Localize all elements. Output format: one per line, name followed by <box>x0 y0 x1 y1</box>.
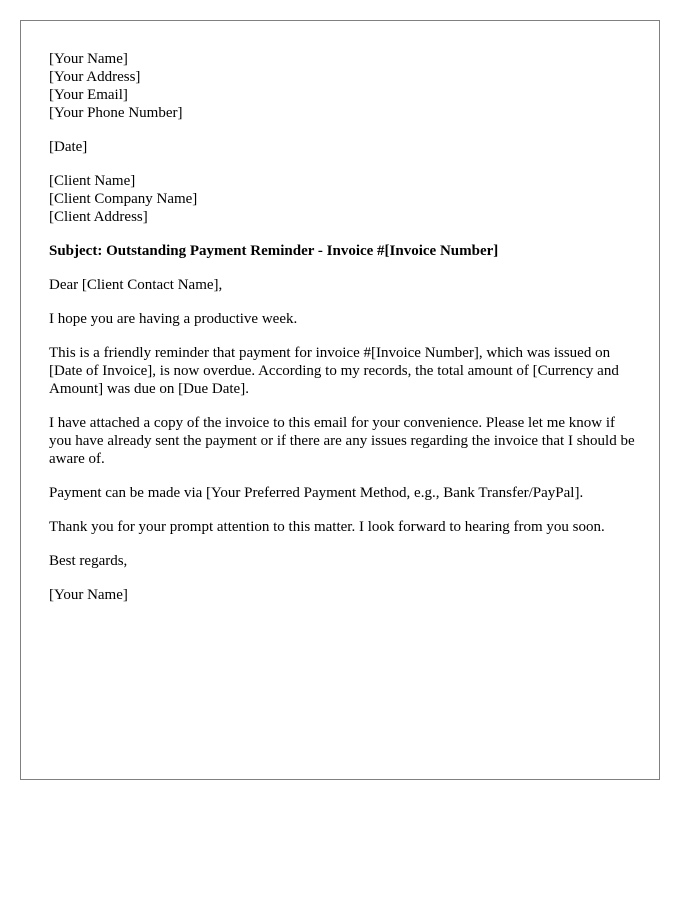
body-paragraph-4: Payment can be made via [Your Preferred Payment Method, e.g., Bank Transfer/PayPal]. <box>49 485 584 501</box>
body-paragraph-5: Thank you for your prompt attention to this matter. I look forward to hearing from you soon. <box>49 519 605 535</box>
subject-line: Subject: Outstanding Payment Reminder - Invoice #[Invoice Number] <box>49 243 499 259</box>
body-paragraph-2: This is a friendly reminder that payment for invoice #[Invoice Number], which was issued on [Date of Invoice], is now overdue. According to my records, the total amount of [Currency and Amount] was due on [Due Date]. <box>49 345 619 397</box>
salutation: Dear [Client Contact Name], <box>49 277 223 293</box>
letter-date: [Date] <box>49 139 88 155</box>
recipient-address: [Client Address] <box>49 209 148 225</box>
recipient-company: [Client Company Name] <box>49 191 198 207</box>
sender-phone: [Your Phone Number] <box>49 105 183 121</box>
body-paragraph-3: I have attached a copy of the invoice to this email for your convenience. Please let me know if you have already sent the payment or if there are any issues regarding the invoice that I should be aware of. <box>49 415 635 467</box>
sender-name: [Your Name] <box>49 51 128 67</box>
recipient-block <box>49 172 639 226</box>
signature: [Your Name] <box>49 587 128 603</box>
closing: Best regards, <box>49 553 128 569</box>
letter-page <box>20 20 660 780</box>
body-paragraph-1: I hope you are having a productive week. <box>49 311 298 327</box>
sender-address: [Your Address] <box>49 69 141 85</box>
sender-block <box>49 50 639 122</box>
date-block <box>49 138 639 156</box>
recipient-name: [Client Name] <box>49 173 136 189</box>
letter-content <box>49 50 639 620</box>
sender-email: [Your Email] <box>49 87 128 103</box>
